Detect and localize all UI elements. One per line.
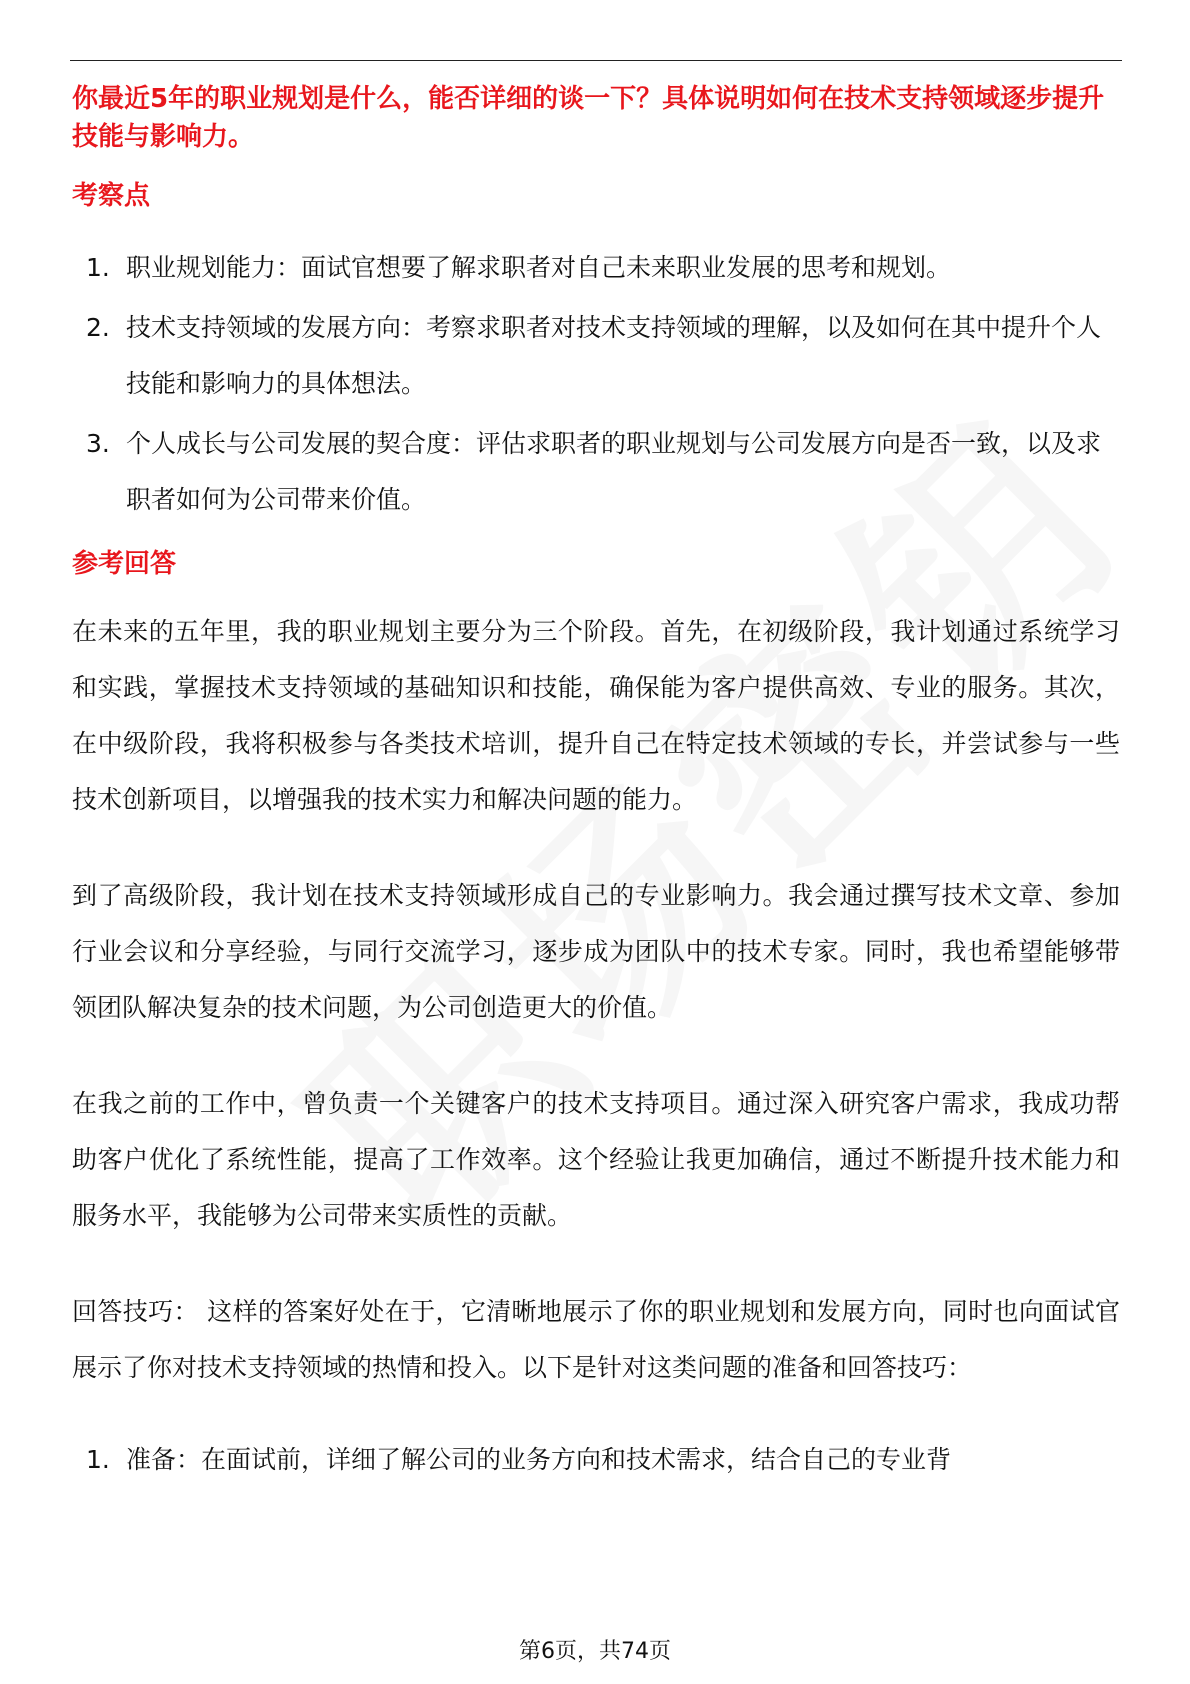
section-title-assessment: 考察点: [72, 181, 151, 211]
question-heading: 你最近5年的职业规划是什么，能否详细的谈一下？具体说明如何在技术支持领域逐步提升技能与影响力。: [72, 84, 1105, 152]
document-body: [72, 80, 1120, 1488]
list-item: [72, 416, 1120, 528]
answer-paragraph: 在我之前的工作中，曾负责一个关键客户的技术支持项目。通过深入研究客户需求，我成功帮助客户优化了系统性能，提高了工作效率。这个经验让我更加确信，通过不断提升技术能力和服务水平，我能够为公司带来实质性的贡献。: [72, 1089, 1120, 1230]
assessment-list: [72, 240, 1120, 528]
answer-tips-paragraph: 回答技巧： 这样的答案好处在于，它清晰地展示了你的职业规划和发展方向，同时也向面试官展示了你对技术支持领域的热情和投入。以下是针对这类问题的准备和回答技巧：: [72, 1297, 1120, 1382]
section-title-reference-answer: 参考回答: [72, 549, 177, 579]
list-item: [72, 1432, 1120, 1488]
list-item-text: 个人成长与公司发展的契合度：评估求职者的职业规划与公司发展方向是否一致，以及求职者如何为公司带来价值。: [126, 429, 1102, 514]
list-number: 2.: [86, 313, 110, 342]
list-item-text: 技术支持领域的发展方向：考察求职者对技术支持领域的理解，以及如何在其中提升个人技能和影响力的具体想法。: [126, 313, 1102, 398]
top-divider: [70, 60, 1122, 61]
list-number: 3.: [86, 429, 110, 458]
list-item: [72, 300, 1120, 412]
list-item-text: 准备：在面试前，详细了解公司的业务方向和技术需求，结合自己的专业背: [126, 1445, 952, 1474]
tips-list: [72, 1432, 1120, 1488]
answer-paragraph: 到了高级阶段，我计划在技术支持领域形成自己的专业影响力。我会通过撰写技术文章、参加行业会议和分享经验，与同行交流学习，逐步成为团队中的技术专家。同时，我也希望能够带领团队解决复杂的技术问题，为公司创造更大的价值。: [72, 881, 1120, 1022]
list-number: 1.: [86, 253, 110, 282]
list-number: 1.: [86, 1445, 110, 1474]
answer-paragraph: 在未来的五年里，我的职业规划主要分为三个阶段。首先，在初级阶段，我计划通过系统学习和实践，掌握技术支持领域的基础知识和技能，确保能为客户提供高效、专业的服务。其次，在中级阶段，我将积极参与各类技术培训，提升自己在特定技术领域的专长，并尝试参与一些技术创新项目，以增强我的技术实力和解决问题的能力。: [72, 617, 1120, 814]
page-number: 第6页，共74页: [519, 1639, 671, 1664]
list-item: [72, 240, 1120, 296]
list-item-text: 职业规划能力：面试官想要了解求职者对自己未来职业发展的思考和规划。: [126, 253, 952, 282]
